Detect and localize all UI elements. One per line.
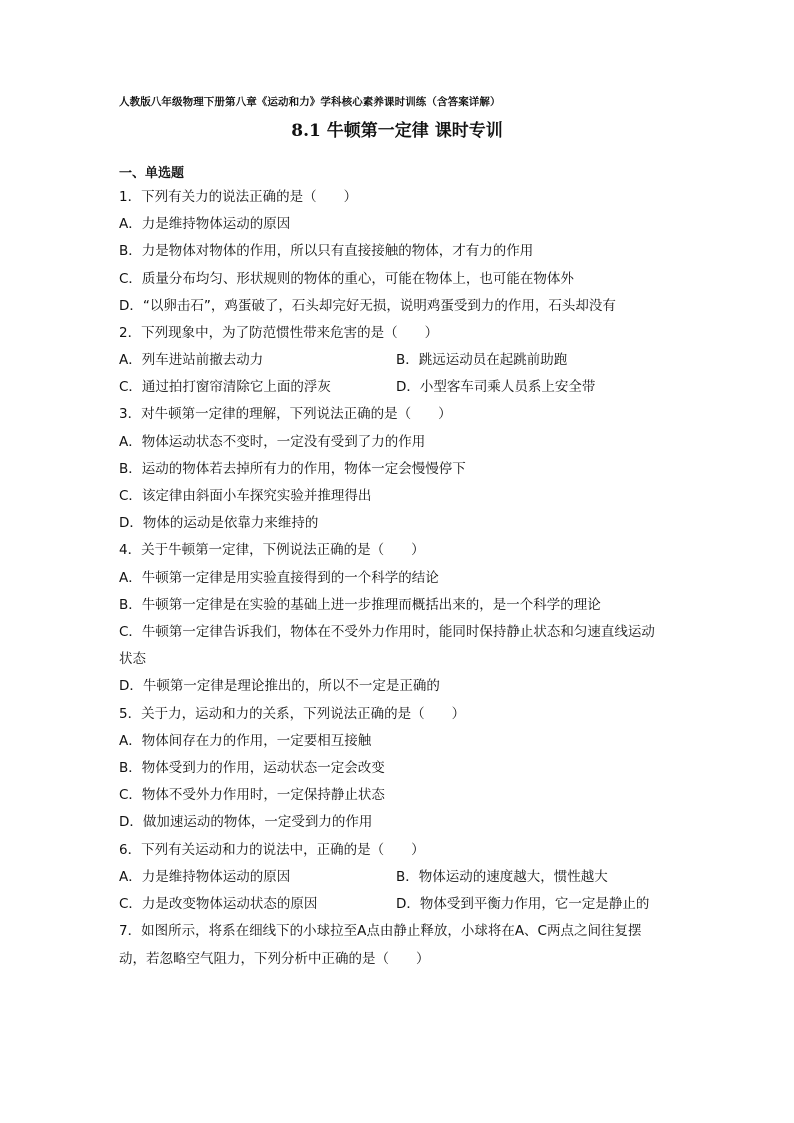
answer-option: C．力是改变物体运动状态的原因 <box>119 896 318 912</box>
page-title: 8.1 牛顿第一定律 课时专训 <box>291 121 503 141</box>
answer-option: B．物体运动的速度越大，惯性越大 <box>396 869 608 885</box>
section-heading: 一、单选题 <box>119 166 185 181</box>
question-stem: 5．关于力，运动和力的关系，下列说法正确的是（ ） <box>119 706 466 722</box>
answer-option: C．质量分布均匀、形状规则的物体的重心，可能在物体上，也可能在物体外 <box>119 271 574 287</box>
answer-option: D．牛顿第一定律是理论推出的，所以不一定是正确的 <box>119 678 440 694</box>
question-stem: 6．下列有关运动和力的说法中，正确的是（ ） <box>119 842 425 858</box>
answer-option: A．力是维持物体运动的原因 <box>119 216 291 232</box>
answer-option: B．牛顿第一定律是在实验的基础上进一步推理而概括出来的，是一个科学的理论 <box>119 597 601 613</box>
question-stem: 7．如图所示，将系在细线下的小球拉至A点由静止释放，小球将在A、C两点之间往复摆 <box>119 923 642 939</box>
answer-option: D．物体的运动是依靠力来维持的 <box>119 515 319 531</box>
question-stem: 2．下列现象中，为了防范惯性带来危害的是（ ） <box>119 325 439 341</box>
series-title: 人教版八年级物理下册第八章《运动和力》学科核心素养课时训练（含答案详解） <box>119 96 501 108</box>
question-stem: 1．下列有关力的说法正确的是（ ） <box>119 189 358 205</box>
answer-option: C．该定律由斜面小车探究实验并推理得出 <box>119 488 372 504</box>
question-stem-continued: 动，若忽略空气阻力，下列分析中正确的是（ ） <box>119 951 430 967</box>
answer-option: B．运动的物体若去掉所有力的作用，物体一定会慢慢停下 <box>119 461 466 477</box>
answer-option: A．力是维持物体运动的原因 <box>119 869 291 885</box>
answer-option-continued: 状态 <box>119 651 146 667</box>
answer-option: D．“以卵击石”，鸡蛋破了，石头却完好无损，说明鸡蛋受到力的作用，石头却没有 <box>119 298 616 314</box>
answer-option: A．物体间存在力的作用，一定要相互接触 <box>119 733 372 749</box>
answer-option: B．力是物体对物体的作用，所以只有直接接触的物体，才有力的作用 <box>119 243 534 259</box>
answer-option: D．小型客车司乘人员系上安全带 <box>396 379 596 395</box>
answer-option: A．物体运动状态不变时，一定没有受到了力的作用 <box>119 434 426 450</box>
answer-option: B．物体受到力的作用，运动状态一定会改变 <box>119 760 385 776</box>
answer-option: C．牛顿第一定律告诉我们，物体在不受外力作用时，能同时保持静止状态和匀速直线运动 <box>119 624 655 640</box>
question-stem: 3．对牛顿第一定律的理解，下列说法正确的是（ ） <box>119 406 452 422</box>
question-stem: 4．关于牛顿第一定律，下例说法正确的是（ ） <box>119 542 425 558</box>
answer-option: D．物体受到平衡力作用，它一定是静止的 <box>396 896 650 912</box>
answer-option: D．做加速运动的物体，一定受到力的作用 <box>119 814 373 830</box>
answer-option: C．通过拍打窗帘清除它上面的浮灰 <box>119 379 331 395</box>
answer-option: A．牛顿第一定律是用实验直接得到的一个科学的结论 <box>119 570 439 586</box>
answer-option: A．列车进站前撤去动力 <box>119 352 264 368</box>
answer-option: C．物体不受外力作用时，一定保持静止状态 <box>119 787 385 803</box>
answer-option: B．跳远运动员在起跳前助跑 <box>396 352 568 368</box>
